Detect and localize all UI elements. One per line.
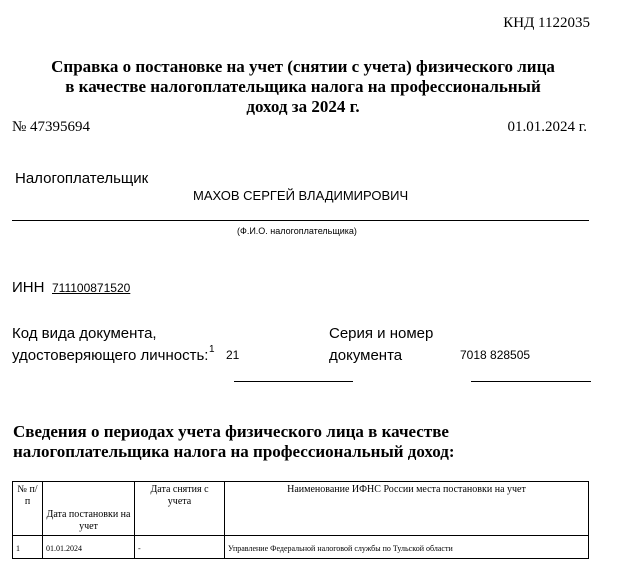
table-row (13, 536, 589, 559)
column-header-number: № п/п (13, 482, 43, 536)
title-line-1: Справка о постановке на учет (снятии с учета) физического лица (51, 57, 555, 76)
document-code-underline (234, 381, 353, 382)
inn-value: 711100871520 (52, 281, 131, 295)
column-header-tax-office: Наименование ИФНС России места постановки на учет (225, 482, 589, 536)
periods-heading (13, 422, 455, 462)
document-title (0, 57, 606, 117)
deregistration-date-cell: - (135, 536, 225, 559)
taxpayer-label: Налогоплательщик (15, 170, 149, 187)
tax-office-cell: Управление Федеральной налоговой службы по Тульской области (225, 536, 589, 559)
column-header-registration-date: Дата постановки на учет (43, 482, 135, 536)
document-code-label-line-2: удостоверяющего личность: (12, 347, 209, 364)
series-number-underline (471, 381, 591, 382)
column-header-deregistration-date: Дата снятия с учета (135, 482, 225, 536)
form-code: КНД 1122035 (503, 15, 590, 31)
title-line-3: доход за 2024 г. (246, 97, 360, 116)
document-code-value: 21 (226, 348, 240, 362)
series-label-line-1: Серия и номер (329, 325, 434, 342)
document-code-label-line-1: Код вида документа, (12, 325, 157, 342)
table-header-row (13, 482, 589, 536)
periods-heading-line-2: налогоплательщика налога на профессиональный доход: (13, 442, 455, 461)
registration-date-cell: 01.01.2024 (43, 536, 135, 559)
series-number-value: 7018 828505 (460, 348, 531, 362)
footnote-mark: 1 (209, 344, 215, 355)
full-name-underline (12, 220, 589, 221)
periods-table (12, 481, 589, 559)
inn-label: ИНН (12, 279, 45, 296)
periods-heading-line-1: Сведения о периодах учета физического лица в качестве (13, 422, 449, 441)
series-label-line-2: документа (329, 347, 403, 364)
title-line-2: в качестве налогоплательщика налога на профессиональный (65, 77, 541, 96)
row-number-cell: 1 (13, 536, 43, 559)
certificate-date: 01.01.2024 г. (507, 119, 587, 135)
taxpayer-full-name: МАХОВ СЕРГЕЙ ВЛАДИМИРОВИЧ (193, 188, 409, 203)
certificate-number: № 47395694 (12, 119, 91, 135)
full-name-caption: (Ф.И.О. налогоплательщика) (237, 226, 357, 236)
